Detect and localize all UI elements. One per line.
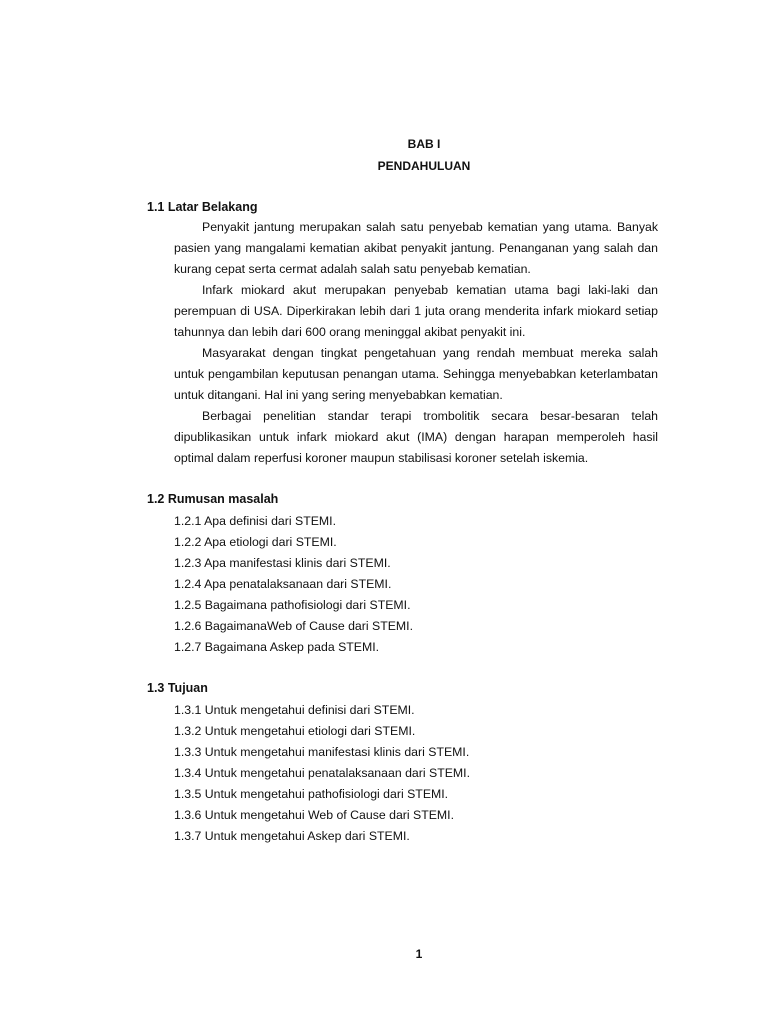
list-item: 1.3.2 Untuk mengetahui etiologi dari STEMI. [174,724,416,738]
list-item: 1.2.4 Apa penatalaksanaan dari STEMI. [174,577,392,591]
paragraph: Penyakit jantung merupakan salah satu penyebab kematian yang utama. Banyak pasien yang mangalami kematian akibat penyakit jantung. Penanganan yang salah dan kurang cepat serta cermat adalah salah satu penyebab kematian. [174,220,658,276]
chapter-label: BAB I [407,137,441,151]
list-item: 1.3.3 Untuk mengetahui manifestasi klinis dari STEMI. [174,745,470,759]
problem-list [174,511,413,658]
list-item: 1.2.6 BagaimanaWeb of Cause dari STEMI. [174,619,414,633]
objective-list [174,700,470,847]
list-item: 1.3.7 Untuk mengetahui Askep dari STEMI. [174,829,410,843]
section-title-tujuan: 1.3 Tujuan [147,681,208,695]
list-item: 1.2.7 Bagaimana Askep pada STEMI. [174,640,380,654]
section-title-rumusan-masalah: 1.2 Rumusan masalah [147,492,279,506]
list-item: 1.2.2 Apa etiologi dari STEMI. [174,535,337,549]
list-item: 1.2.5 Bagaimana pathofisiologi dari STEMI. [174,598,411,612]
list-item: 1.3.4 Untuk mengetahui penatalaksanaan dari STEMI. [174,766,470,780]
paragraph: Infark miokard akut merupakan penyebab kematian utama bagi laki-laki dan perempuan di USA. Diperkirakan lebih dari 1 juta orang menderita infark miokard setiap tahunnya dan lebih dari 600 orang meninggal akibat penyakit ini. [174,283,658,339]
paragraph: Berbagai penelitian standar terapi trombolitik secara besar-besaran telah dipublikasikan untuk infark miokard akut (IMA) dengan harapan memperoleh hasil optimal dalam reperfusi koroner maupun stabilisasi koroner setelah iskemia. [174,409,658,465]
section-title-latar-belakang: 1.1 Latar Belakang [147,200,258,214]
paragraph: Masyarakat dengan tingkat pengetahuan yang rendah membuat mereka salah untuk pengambilan keputusan penangan utama. Sehingga menyebabkan keterlambatan untuk ditangani. Hal ini yang sering menyebabkan kematian. [174,346,658,402]
page-number: 1 [415,947,423,961]
list-item: 1.3.5 Untuk mengetahui pathofisiologi dari STEMI. [174,787,449,801]
list-item: 1.2.1 Apa definisi dari STEMI. [174,514,336,528]
list-item: 1.3.6 Untuk mengetahui Web of Cause dari STEMI. [174,808,455,822]
chapter-title: PENDAHULUAN [377,159,471,173]
list-item: 1.3.1 Untuk mengetahui definisi dari STEMI. [174,703,415,717]
list-item: 1.2.3 Apa manifestasi klinis dari STEMI. [174,556,391,570]
